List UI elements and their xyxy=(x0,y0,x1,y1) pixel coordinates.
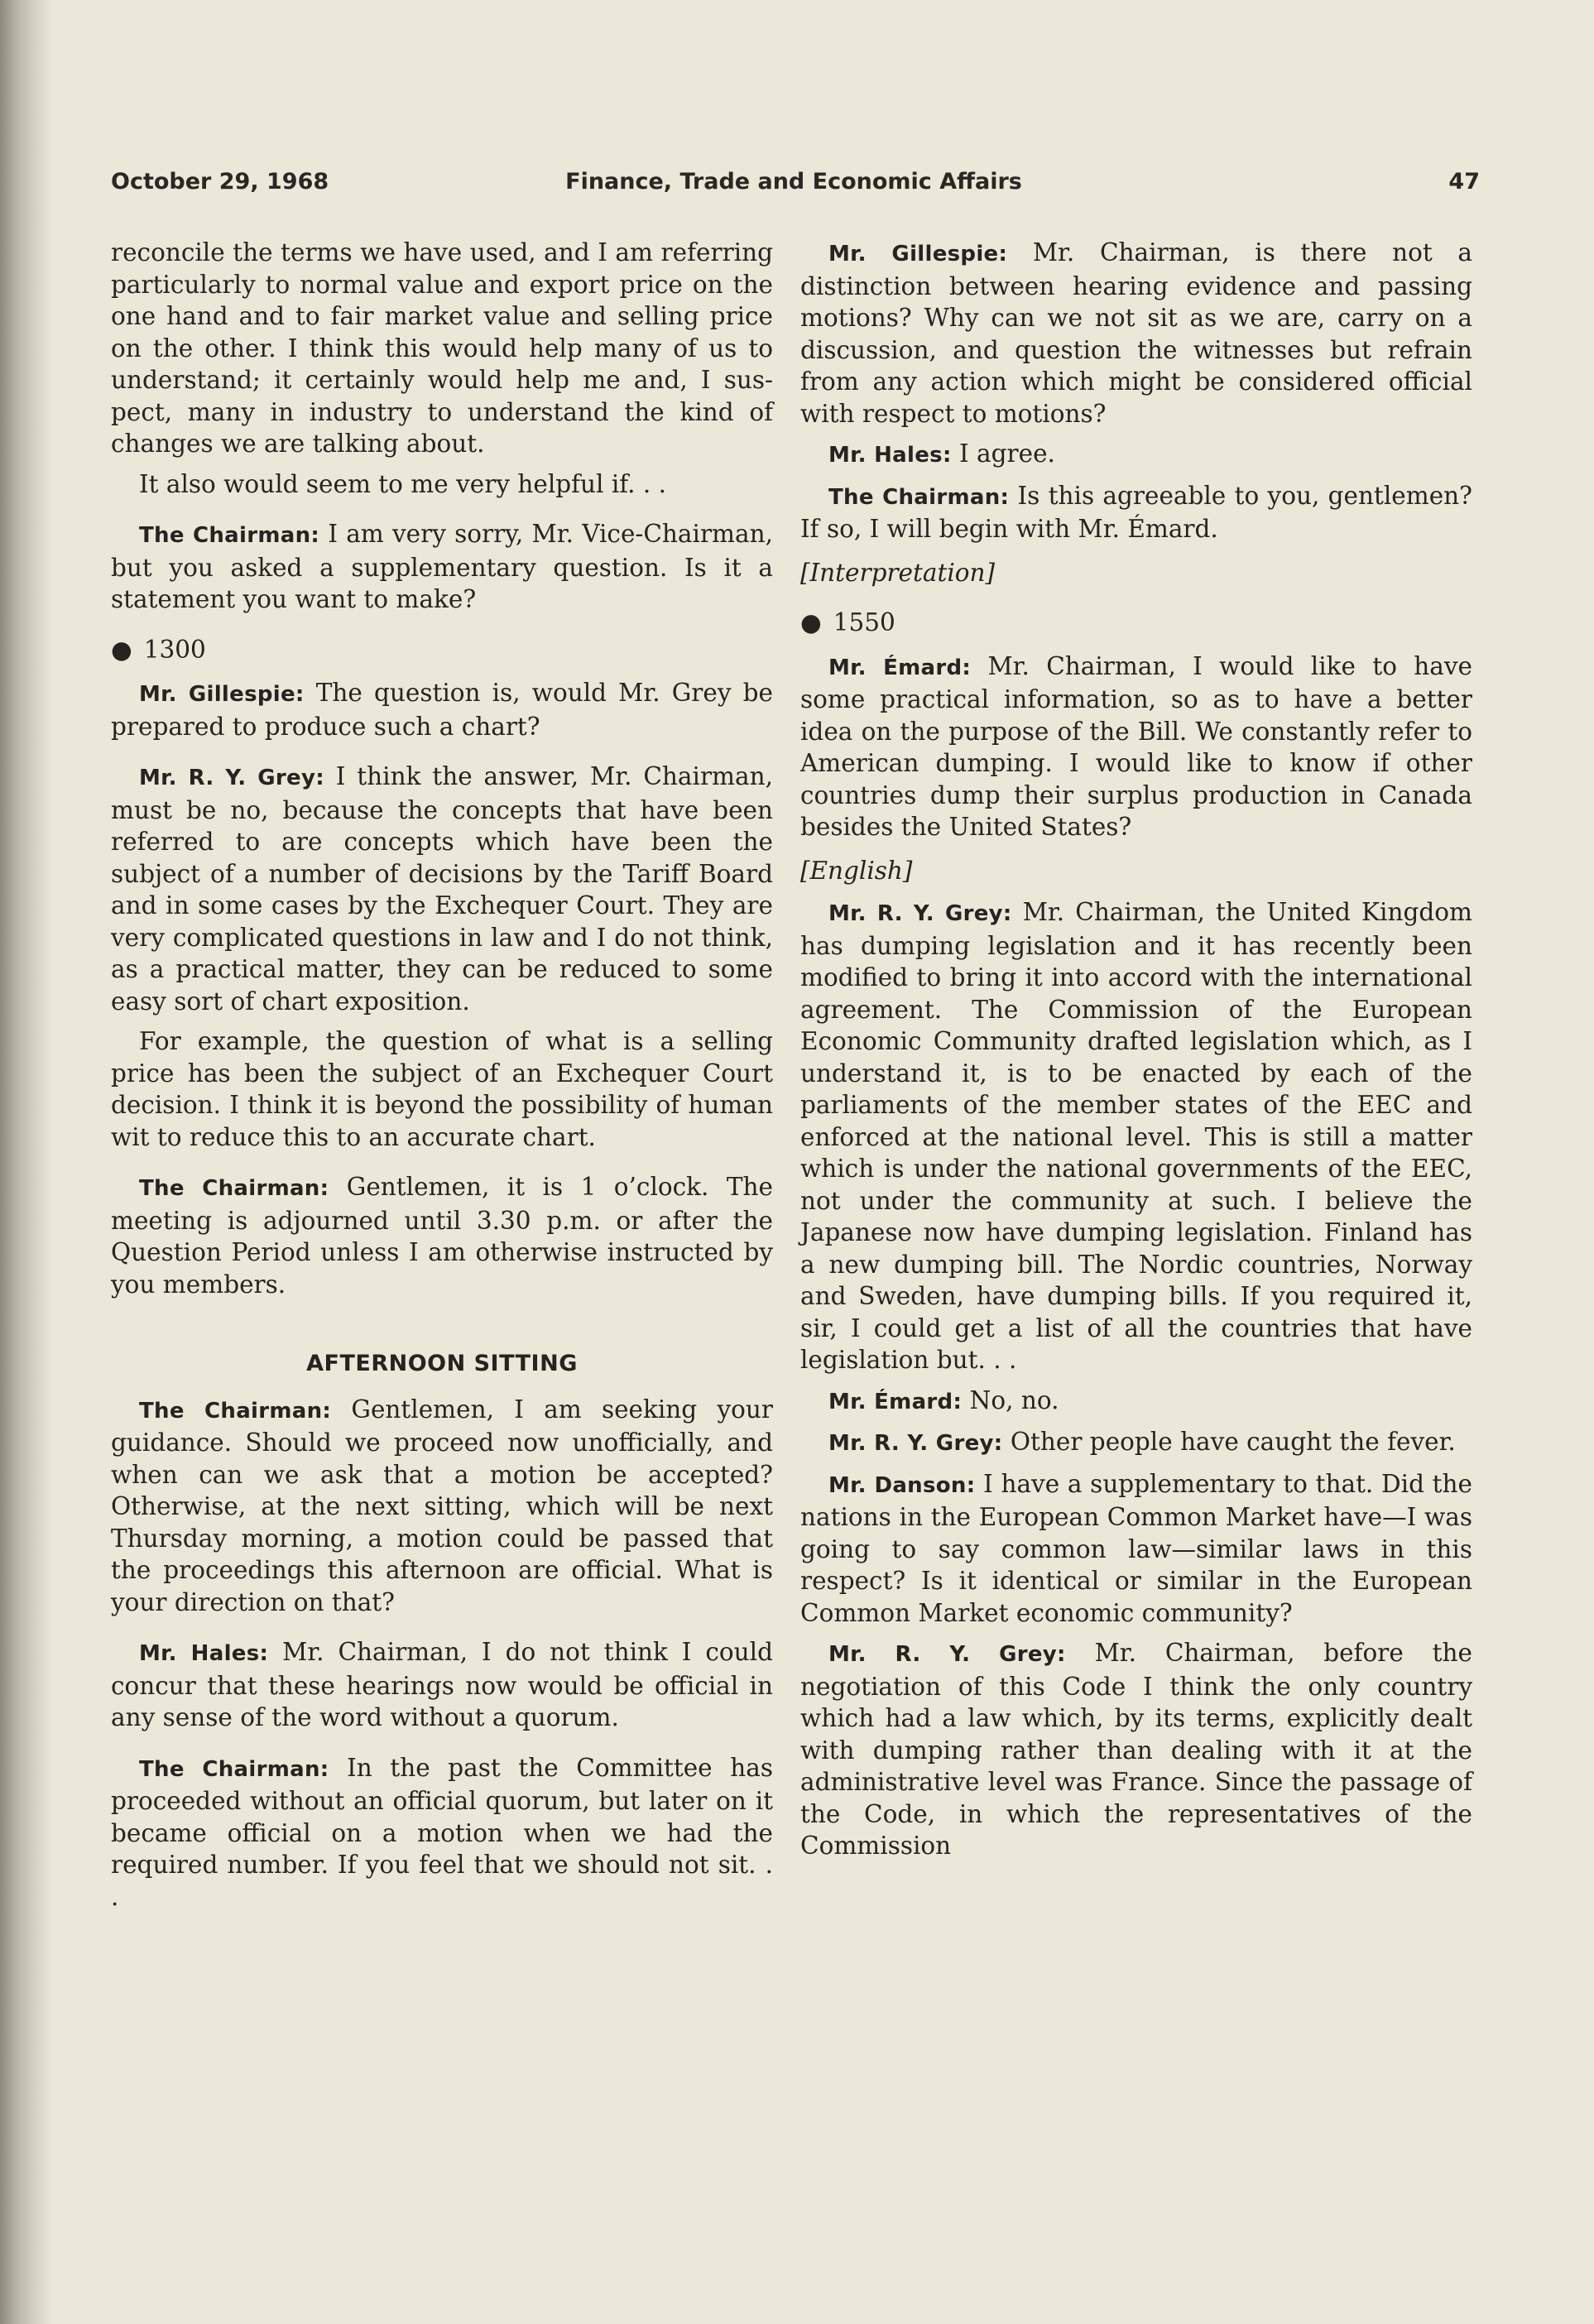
speech xyxy=(800,896,1472,1376)
speech xyxy=(111,1636,773,1734)
speech xyxy=(800,1426,1472,1460)
speaker-name: Mr. Émard: xyxy=(828,1389,963,1414)
interpretation-note: [Interpretation] xyxy=(800,558,996,587)
speech xyxy=(800,438,1472,472)
bullet-icon: ● xyxy=(800,607,822,636)
paragraph: For example, the question of what is a selling price has been the subject of an Exchequer Court decision. I think it is beyond the possibility of human wit to reduce this to an accurate chart. xyxy=(111,1027,773,1151)
time-marker xyxy=(800,607,1472,639)
speech-text: Mr. Chairman, is there not a distinction between hearing evidence and passing motions? Why can we not sit as we are, carry on a discussion, and question the witnesses but refrain from any action which might be considered official with respect to motions? xyxy=(800,238,1472,428)
speech xyxy=(111,677,773,742)
section-heading: AFTERNOON SITTING xyxy=(306,1351,578,1376)
speaker-name: Mr. Danson: xyxy=(828,1472,976,1498)
speech-text: Mr. Chairman, I do not think I could concur that these hearings now would be official in any sense of the word without a quorum. xyxy=(111,1638,773,1731)
speaker-name: The Chairman: xyxy=(139,523,320,548)
speech-text: I agree. xyxy=(951,439,1055,468)
speech xyxy=(111,1171,773,1300)
book-binding-edge xyxy=(0,0,51,2324)
speech xyxy=(800,480,1472,545)
speech xyxy=(111,1752,773,1913)
left-column xyxy=(111,237,773,1921)
speech xyxy=(800,1468,1472,1630)
time-marker-value: 1300 xyxy=(143,635,206,664)
speech-text: Other people have caught the fever. xyxy=(1002,1428,1456,1456)
speaker-name: The Chairman: xyxy=(139,1398,332,1424)
speech-text: Gentlemen, it is 1 o’clock. The meeting is adjourned until 3.30 p.m. or after the Question Period unless I am otherwise instructed by you members. xyxy=(111,1173,773,1299)
speaker-name: Mr. Hales: xyxy=(139,1641,269,1666)
speaker-name: Mr. Gillespie: xyxy=(828,242,1008,266)
speaker-name: Mr. Émard: xyxy=(828,655,972,680)
header-title: Finance, Trade and Economic Affairs xyxy=(565,169,1022,194)
speaker-name: The Chairman: xyxy=(139,1176,329,1201)
running-header xyxy=(111,169,1480,202)
speech-text: Mr. Chairman, before the negotiation of this Code I think the only country which had a law which, by its terms, explicitly dealt with dumping rather than dealing with it at the administrative level was France. Since the passage of the Code, in which the representatives of the Commission xyxy=(800,1639,1472,1860)
speaker-name: The Chairman: xyxy=(828,484,1010,510)
speech-text: Gentlemen, I am seeking your guidance. Should we proceed now unofficially, and when can we ask that a motion be accepted? Otherwise, at the next sitting, which will be next Thursday morning, a motion could be passed that the proceedings this afternoon are official. What is your direction on that? xyxy=(111,1395,773,1616)
speaker-name: Mr. R. Y. Grey: xyxy=(828,1642,1066,1667)
time-marker-value: 1550 xyxy=(833,608,895,636)
speech xyxy=(800,1385,1472,1419)
right-column xyxy=(800,237,1472,1870)
speaker-name: Mr. R. Y. Grey: xyxy=(828,1431,1003,1456)
speaker-name: Mr. Hales: xyxy=(828,443,952,468)
speech-text: In the past the Committee has proceeded without an official quorum, but later on it became official on a motion when we had the required number. If you feel that we should not sit. . . xyxy=(111,1753,773,1911)
speech-text: Mr. Chairman, I would like to have some practical information, so as to have a better idea on the purpose of the Bill. We constantly refer to American dumping. I would like to know if other countries dump their surplus production in Canada besides the United States? xyxy=(800,651,1472,841)
speech xyxy=(111,761,773,1017)
speech-text: I have a supplementary to that. Did the nations in the European Common Market have—I was going to say common law—similar laws in this respect? Is it identical or similar in the European Common Market economic community? xyxy=(800,1469,1472,1627)
paragraph: It also would seem to me very helpful if. . . xyxy=(139,469,667,498)
speech-text: I think the answer, Mr. Chairman, must be no, because the concepts that have been referred to are concepts which have been the subject of a number of decisions by the Tariff Board and in some cases by the Exchequer Court. They are very complicated questions in law and I do not think, as a practical matter, they can be reduced to some easy sort of chart exposition. xyxy=(111,762,773,1016)
header-date: October 29, 1968 xyxy=(111,169,329,194)
speech xyxy=(800,651,1472,843)
speaker-name: Mr. R. Y. Grey: xyxy=(139,766,324,790)
speech-text: I am very sorry, Mr. Vice-Chairman, but you asked a supplementary question. Is it a statement you want to make? xyxy=(111,520,773,613)
speech-text: The question is, would Mr. Grey be prepared to produce such a chart? xyxy=(111,679,773,741)
speech-text: No, no. xyxy=(962,1385,1059,1414)
speech-text: Is this agreeable to you, gentlemen? If so, I will begin with Mr. Émard. xyxy=(800,481,1472,543)
language-note: [English] xyxy=(800,856,913,885)
speech xyxy=(800,1637,1472,1862)
speaker-name: The Chairman: xyxy=(139,1756,329,1782)
speech-text: Mr. Chairman, the United Kingdom has dumping legislation and it has recently been modified to bring it into accord with the international agreement. The Commission of the European Economic Community drafted legislation which, as I understand it, is to be enacted by each of the parliaments of the member states of the EEC and enforced at the national level. This is still a matter which is under the national governments of the EEC, not under the community at such. I believe the Japanese now have dumping legislation. Finland has a new dumping bill. The Nordic countries, Norway and Sweden, have dumping bills. If you required it, sir, I could get a list of all the countries that have legislation but. . . xyxy=(800,898,1472,1374)
speech xyxy=(800,237,1472,430)
speaker-name: Mr. R. Y. Grey: xyxy=(828,901,1012,926)
bullet-icon: ● xyxy=(111,634,132,664)
speaker-name: Mr. Gillespie: xyxy=(139,682,305,707)
time-marker xyxy=(111,634,773,666)
page-number: 47 xyxy=(1448,169,1480,194)
paragraph: reconcile the terms we have used, and I am referring particularly to normal value and export price on the one hand and to fair market value and selling price on the other. I think this would help many of us to understand; it certainly would help me and, I suspect, many in industry to understand the kind of changes we are talking about. xyxy=(111,238,773,458)
speech xyxy=(111,1394,773,1619)
speech xyxy=(111,518,773,616)
